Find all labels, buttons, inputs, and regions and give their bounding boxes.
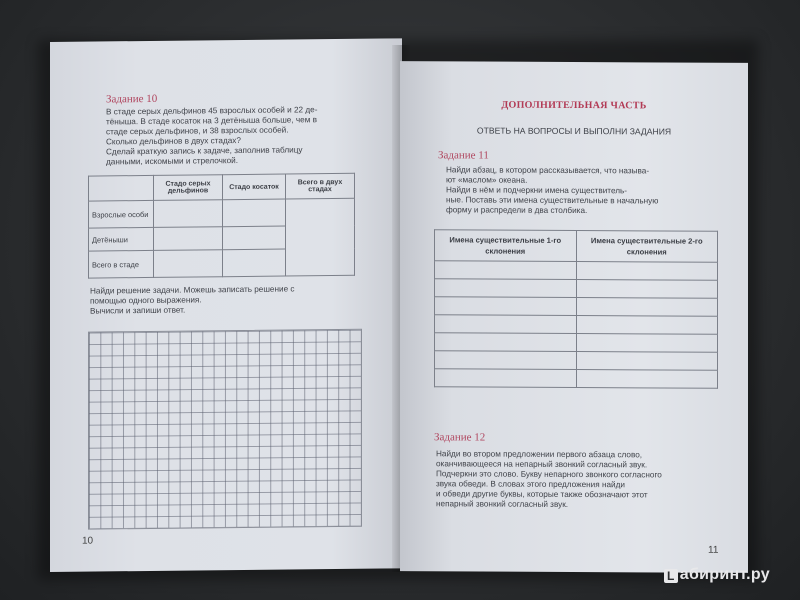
problem-line: данными, искомыми и стрелочкой. <box>106 156 239 167</box>
task-line: ют «маслом» океана. <box>446 175 528 185</box>
labirint-watermark <box>664 566 770 584</box>
table-header-gray-dolphins: Стадо серых дельфинов <box>154 175 223 201</box>
task-line: форму и распредели в два столбика. <box>446 205 588 216</box>
task-line: Подчеркни это слово. Букву непарного звонкого согласного <box>436 469 662 480</box>
task-10-problem <box>106 104 402 167</box>
table-header-1st-declension: Имена существительные 1-го склонения <box>435 230 577 262</box>
table-cell <box>223 199 286 227</box>
problem-line: стаде серых дельфинов, и 38 взрослых особей. <box>106 125 289 137</box>
task-11-title: Задание 11 <box>438 149 489 162</box>
watermark-text: абиринт.ру <box>679 566 770 583</box>
problem-line: тёныша. В стаде косаток на 3 детёныша больше, чем в <box>106 115 317 127</box>
task-line: Найди в нём и подчеркни имена существитель- <box>446 185 627 196</box>
noun-declension-table <box>434 229 718 388</box>
table-header-orcas: Стадо косаток <box>223 174 286 200</box>
left-page <box>50 38 402 572</box>
task-line: ные. Поставь эти имена существительные в начальную <box>446 195 659 206</box>
table-row <box>435 369 718 388</box>
table-cell-total <box>286 198 355 276</box>
table-row <box>435 261 718 280</box>
problem-line: Сколько дельфинов в двух стадах? <box>106 136 241 147</box>
problem-line: В стаде серых дельфинов 45 взрослых особей и 22 де- <box>106 105 318 117</box>
table-row <box>435 315 718 334</box>
instruction-line: Найди решение задачи. Можешь записать решение с <box>90 284 295 296</box>
table-row <box>435 297 718 316</box>
table-row-label-calves: Детёныши <box>89 227 154 251</box>
table-cell <box>154 200 223 228</box>
task-line: непарный звонкий согласный звук. <box>436 499 569 509</box>
instruction-line: помощью одного выражения. <box>90 295 202 306</box>
table-row-label-herd-total: Всего в стаде <box>89 250 154 278</box>
page-number-right: 11 <box>708 544 719 556</box>
task-12-title: Задание 12 <box>434 431 486 444</box>
table-header-empty <box>89 175 154 201</box>
table-row <box>435 279 718 298</box>
table-header-2nd-declension: Имена существительные 2-го склонения <box>576 231 718 263</box>
table-header-total: Всего в двух стадах <box>286 173 355 199</box>
problem-line: Сделай краткую запись к задаче, заполнив таблицу <box>106 145 303 157</box>
section-subtitle: ОТВЕТЬ НА ВОПРОСЫ И ВЫПОЛНИ ЗАДАНИЯ <box>476 125 672 137</box>
right-page <box>400 61 748 573</box>
task-10-title: Задание 10 <box>106 92 158 106</box>
task-line: звука обведи. В словах этого предложения найди <box>436 479 625 490</box>
table-cell <box>223 249 286 277</box>
task-line: оканчивающееся на непарный звонкий согласный звук. <box>436 459 648 470</box>
instruction-line: Вычисли и запиши ответ. <box>90 305 186 316</box>
table-row-label-adults: Взрослые особи <box>89 200 154 228</box>
section-title: ДОПОЛНИТЕЛЬНАЯ ЧАСТЬ <box>501 99 647 112</box>
table-row <box>435 351 718 370</box>
table-row <box>435 333 718 352</box>
task-line: Найди во втором предложении первого абзаца слово, <box>436 449 643 460</box>
page-number-left: 10 <box>82 535 94 547</box>
answer-grid <box>88 329 362 530</box>
dolphin-table <box>88 173 355 279</box>
table-cell <box>223 226 286 250</box>
task-11-text <box>446 165 736 217</box>
task-line: и обведи другие буквы, которые также обозначают этот <box>436 489 648 500</box>
task-12-text <box>436 449 732 511</box>
table-cell <box>154 227 223 251</box>
table-cell <box>154 250 223 278</box>
solution-instructions <box>90 283 386 316</box>
task-line: Найди абзац, в котором рассказывается, что называ- <box>446 165 650 176</box>
labirint-logo-icon: L <box>664 569 678 583</box>
